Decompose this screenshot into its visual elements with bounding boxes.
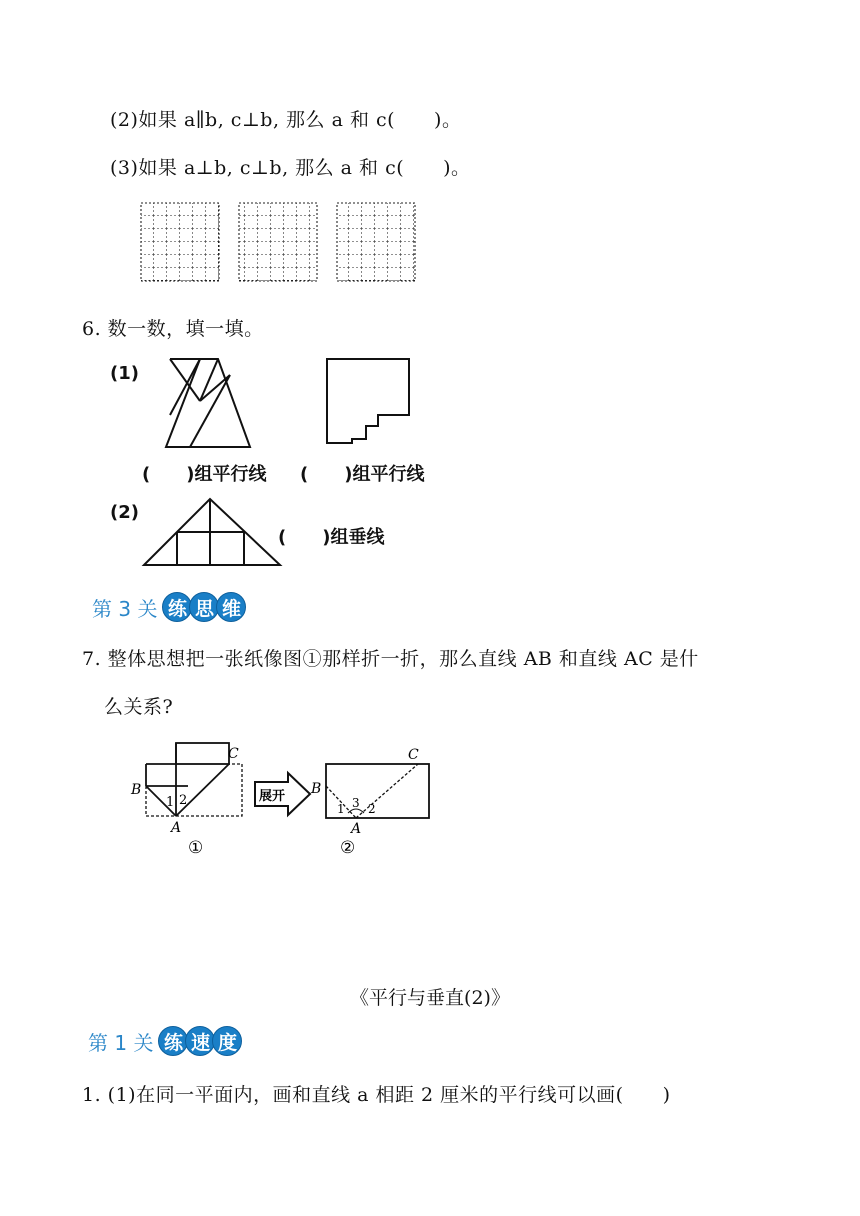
fig1-label-a: A	[171, 820, 182, 836]
badge-char: 维	[216, 592, 246, 622]
fig2-angle-3: 3	[352, 796, 360, 810]
level-1-badge	[161, 1026, 242, 1056]
fig1-caption: ①	[188, 838, 204, 858]
q5-item-2: (2)如果 a∥b, c⊥b, 那么 a 和 c( )。	[110, 109, 462, 131]
triangle-perpendicular-figure	[140, 495, 290, 570]
fold-figure-1	[128, 738, 253, 858]
fig2-angle-1: 1	[337, 802, 345, 816]
fig2-label-b: B	[311, 781, 322, 797]
fig1-label-c: C	[228, 746, 239, 762]
unfold-arrow	[252, 770, 314, 820]
level-3-label: 第 3 关	[92, 596, 158, 621]
dotted-grid	[239, 203, 317, 281]
q6-blank-b: ( )组平行线	[300, 464, 425, 485]
fig1-angle-2: 2	[179, 793, 188, 808]
dotted-grids	[138, 200, 423, 285]
level-3-badge	[165, 592, 246, 622]
level-3-header	[92, 592, 246, 622]
q7-line-1: 7. 整体思想把一张纸像图①那样折一折，那么直线 AB 和直线 AC 是什	[82, 648, 699, 670]
q6-part2-label: (2)	[110, 502, 139, 523]
fold-figure-2	[308, 743, 436, 858]
fig2-caption: ②	[340, 838, 356, 858]
badge-char: 速	[185, 1026, 215, 1056]
fig1-angle-1: 1	[166, 795, 175, 810]
parallel-lines-figure	[160, 355, 260, 455]
badge-char: 练	[158, 1026, 188, 1056]
dotted-grid	[337, 203, 415, 281]
badge-char: 练	[162, 592, 192, 622]
fig1-label-b: B	[131, 782, 142, 798]
q5-item-3: (3)如果 a⊥b, c⊥b, 那么 a 和 c( )。	[110, 157, 471, 179]
q1-line-1: 1. (1)在同一平面内，画和直线 a 相距 2 厘米的平行线可以画( )	[82, 1084, 671, 1106]
q7-line-2: 么关系?	[104, 696, 174, 718]
q6-part2-blank: ( )组垂线	[278, 527, 385, 548]
level-1-label: 第 1 关	[88, 1030, 154, 1055]
dotted-grid	[141, 203, 219, 281]
q6-prompt: 6. 数一数，填一填。	[82, 318, 264, 340]
level-1-header	[88, 1026, 242, 1056]
fig2-label-a: A	[351, 821, 362, 837]
fig2-label-c: C	[408, 747, 419, 763]
badge-char: 思	[189, 592, 219, 622]
unfold-label: 展开	[259, 789, 286, 804]
stepped-shape-figure	[322, 355, 417, 450]
fig2-angle-2: 2	[368, 802, 376, 816]
q6-blank-a: ( )组平行线	[142, 464, 267, 485]
q6-part1-label: (1)	[110, 363, 139, 384]
section-title: 《平行与垂直(2)》	[350, 987, 510, 1009]
badge-char: 度	[212, 1026, 242, 1056]
